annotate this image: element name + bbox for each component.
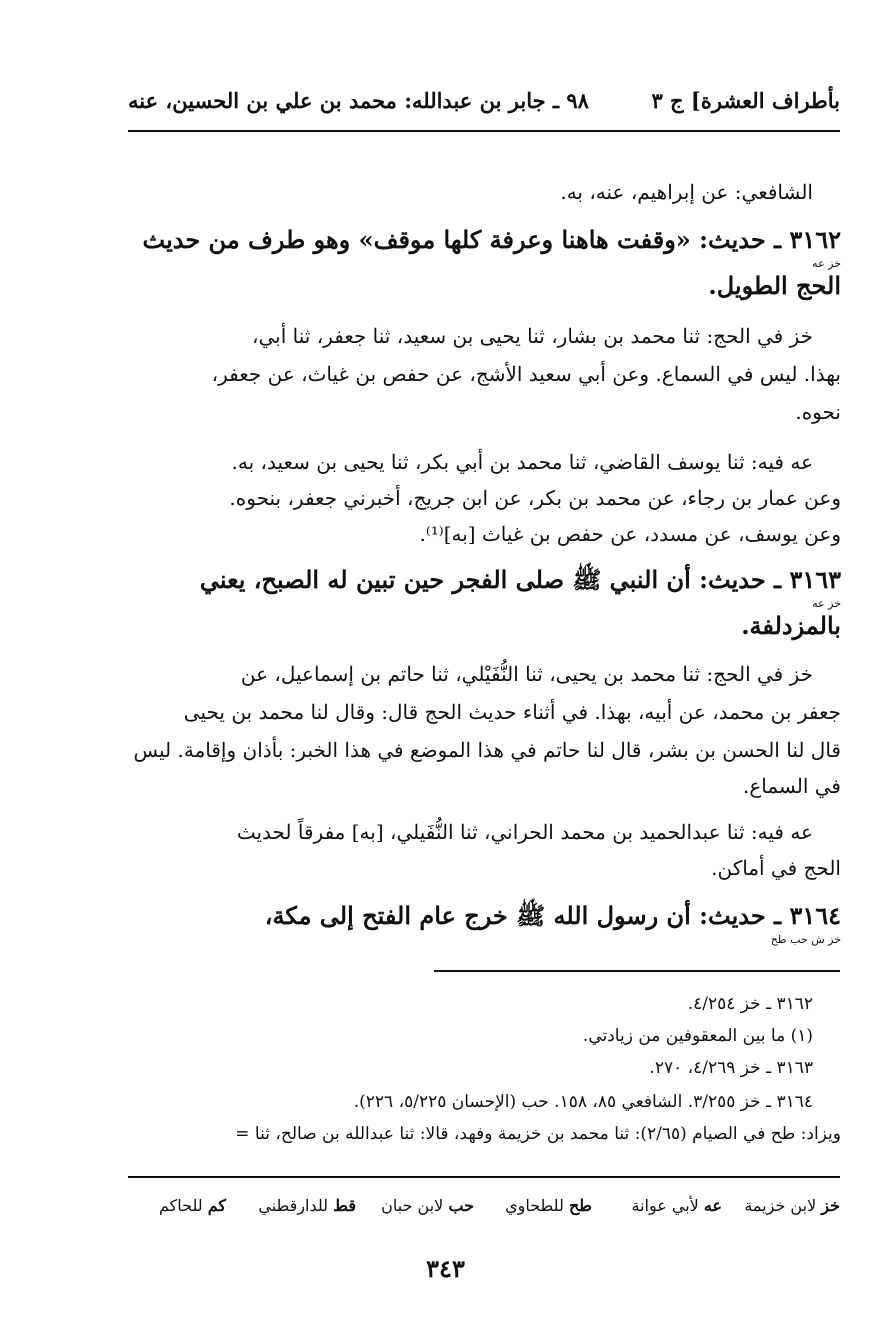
body-line: جعفر بن محمد، عن أبيه، بهذا. في أثناء حديث الحج قال: وقال لنا محمد بن يحيى <box>183 700 841 724</box>
legend-item: كم للحاكم <box>159 1196 226 1215</box>
body-line: خز في الحج: ثنا محمد بن بشار، ثنا يحيى بن سعيد، ثنا جعفر، ثنا أبي، <box>252 324 813 348</box>
body-line: عه فيه: ثنا عبدالحميد بن محمد الحراني، ثنا النُّفَيلي، [به] مفرقاً لحديث <box>236 820 813 844</box>
body-line: الحج في أماكن. <box>711 856 841 880</box>
hadith-heading-3162: ٣١٦٢ ـ حديث: «وقفت هاهنا وعرفة كلها موقف» وهو طرف من حديث <box>142 225 841 254</box>
body-line: عه فيه: ثنا يوسف القاضي، ثنا محمد بن أبي بكر، ثنا يحيى بن سعيد، به. <box>231 450 813 474</box>
footnote: (١) ما بين المعقوفين من زيادتي. <box>582 1026 813 1046</box>
hadith-heading-line: الحج الطويل. <box>708 271 841 300</box>
hadith-heading-line: بالمزدلفة. <box>741 611 841 640</box>
body-line: وعن يوسف، عن مسدد، عن حفص بن غياث [به]⁽¹⁾. <box>419 522 841 546</box>
legend-item: خز لابن خزيمة <box>744 1196 840 1215</box>
hadith-sigla: خز عه <box>812 257 841 270</box>
legend-item: عه لأبي عوانة <box>631 1196 722 1215</box>
footnote: ٣١٦٤ ـ خز ٣/٢٥٥. الشافعي ٨٥، ١٥٨. حب (الإحسان ٥/٢٢٥، ٢٢٦). <box>353 1092 813 1112</box>
body-line: خز في الحج: ثنا محمد بن يحيى، ثنا النُّفَيْلي، ثنا حاتم بن إسماعيل، عن <box>240 662 813 686</box>
footnote: ٣١٦٣ ـ خز ٤/٢٦٩، ٢٧٠. <box>649 1058 813 1078</box>
footnote: ٣١٦٢ ـ خز ٤/٢٥٤. <box>687 994 813 1014</box>
legend-rule <box>128 1176 840 1178</box>
hadith-sigla: خز عه <box>812 597 841 610</box>
body-line: بهذا. ليس في السماع. وعن أبي سعيد الأشج، عن حفص بن غياث، عن جعفر، <box>211 362 841 386</box>
body-line: نحوه. <box>795 400 841 424</box>
hadith-sigla: خز ش حب طح <box>770 933 841 946</box>
hadith-heading-3164: ٣١٦٤ ـ حديث: أن رسول الله ﷺ خرج عام الفتح إلى مكة، <box>264 901 841 930</box>
body-line: في السماع. <box>742 774 841 798</box>
legend-item: طح للطحاوي <box>505 1196 592 1215</box>
header-chapter: ٩٨ ـ جابر بن عبدالله: محمد بن علي بن الحسين، عنه <box>128 88 589 113</box>
footnote: ويزاد: طح في الصيام (٢/٦٥): ثنا محمد بن خزيمة وفهد، قالا: ثنا عبدالله بن صالح، ثنا = <box>235 1124 841 1144</box>
hadith-heading-3163: ٣١٦٣ ـ حديث: أن النبي ﷺ صلى الفجر حين تبين له الصبح، يعني <box>199 565 841 594</box>
body-line: قال لنا الحسن بن بشر، قال لنا حاتم في هذا الموضع في هذا الخبر: بأذان وإقامة. ليس <box>133 738 841 762</box>
footnote-rule <box>434 970 840 972</box>
body-line: الشافعي: عن إبراهيم، عنه، به. <box>560 180 813 204</box>
page-number: ٣٤٣ <box>426 1254 465 1283</box>
body-line: وعن عمار بن رجاء، عن محمد بن بكر، عن ابن جريج، أخبرني جعفر، بنحوه. <box>229 486 841 510</box>
header-volume: بأطراف العشرة] ج ٣ <box>651 88 840 113</box>
legend-item: قط للدارقطني <box>258 1196 356 1215</box>
legend-item: حب لابن حبان <box>381 1196 474 1215</box>
